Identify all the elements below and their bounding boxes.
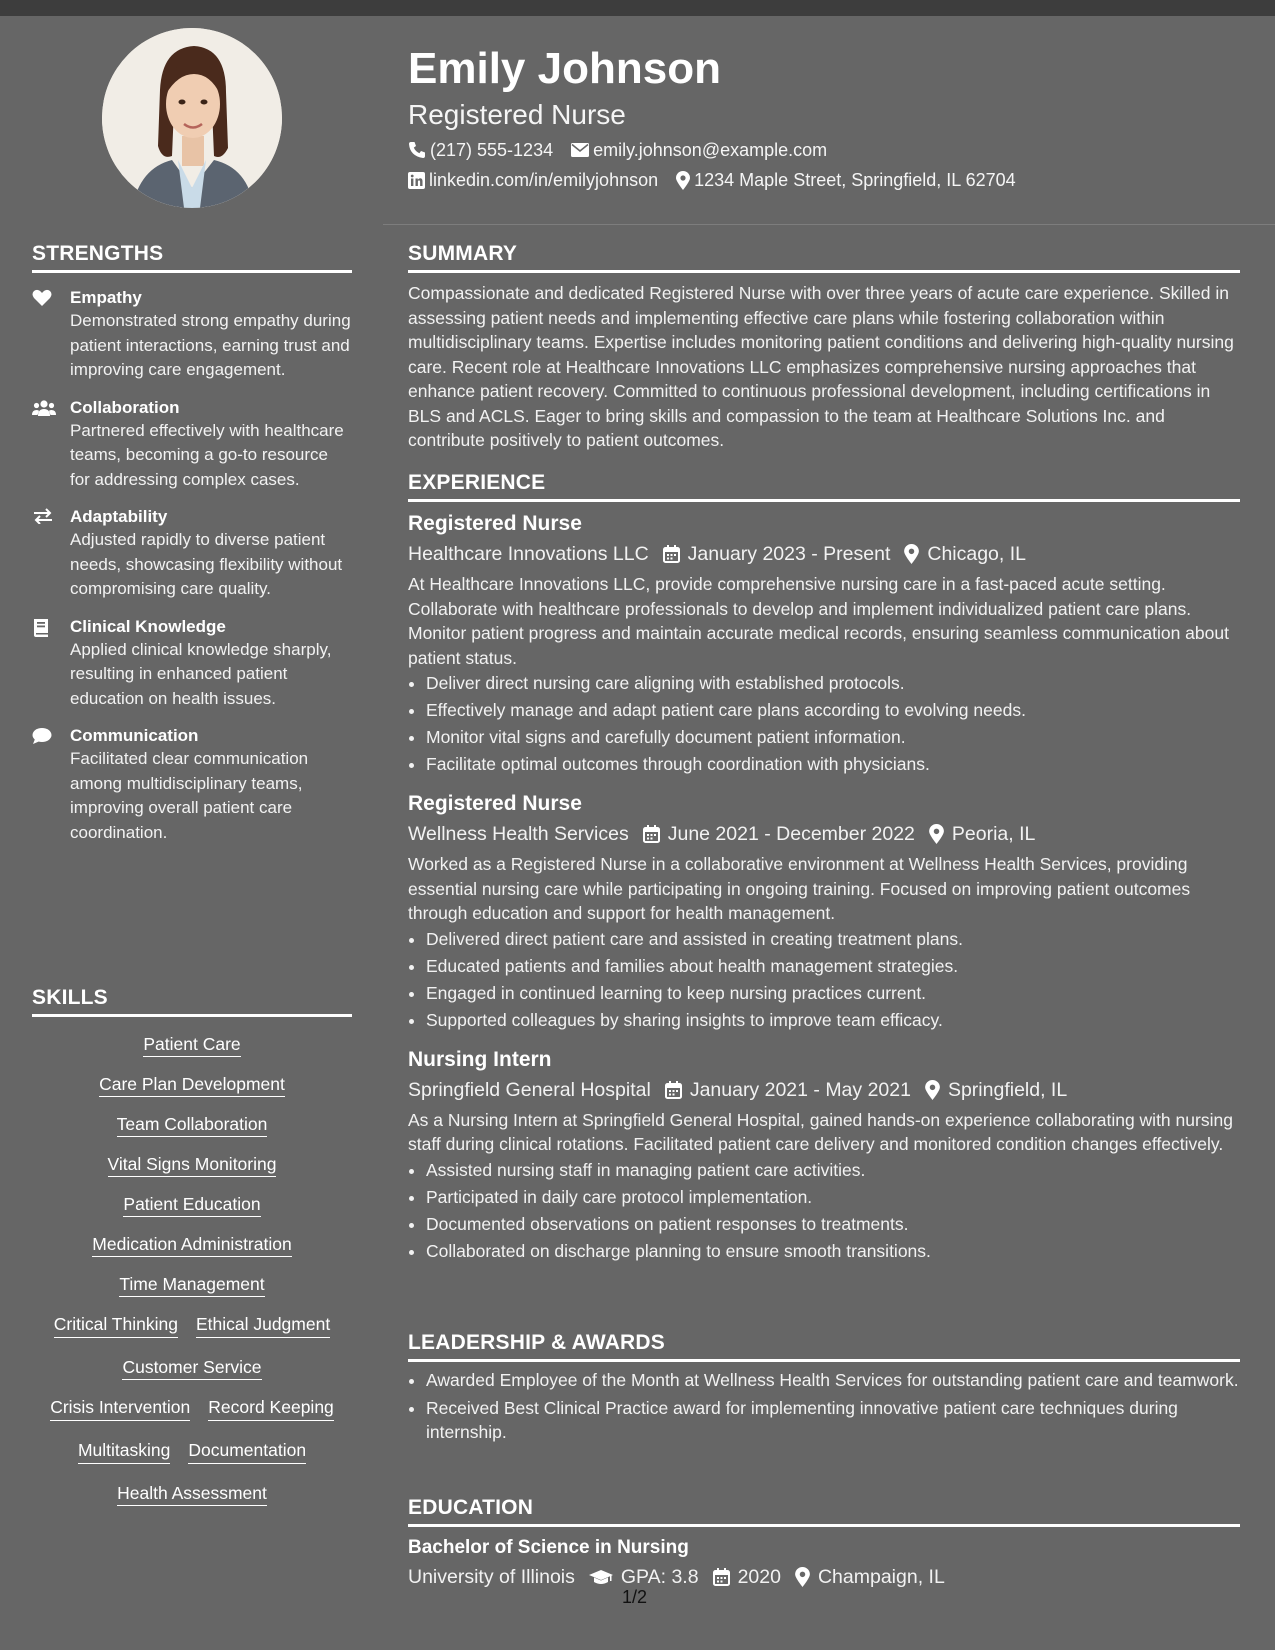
location-text: Springfield, IL — [947, 1078, 1068, 1101]
graduation-cap-icon — [589, 1569, 613, 1586]
location-text: Chicago, IL — [927, 543, 1027, 565]
summary-heading: SUMMARY — [408, 242, 1240, 273]
job-location — [929, 820, 1035, 848]
skill-row — [32, 1153, 352, 1175]
job-role: Registered Nurse — [408, 512, 582, 535]
job-location — [925, 1076, 1067, 1104]
map-pin-icon — [904, 544, 919, 564]
award-item: • Awarded Employee of the Month at Wellness Health Services for outstanding patient care and teamwork. — [426, 1368, 1240, 1393]
candidate-title: Registered Nurse — [408, 99, 626, 130]
calendar-icon — [665, 1081, 682, 1099]
summary-text: Compassionate and dedicated Registered Nurse with over three years of acute care experience. Skilled in assessing patient needs and implementing effective care plans while fostering collaboration within multidisciplinary teams. Expertise includes monitoring patient conditions and delivering high-quality nursing care. Recent role at Healthcare Innovations LLC emphasizes comprehensive nursing approaches that enhance patient recovery. Committed to continuous professional development, including certifications in BLS and ACLS. Eager to bring skills and compassion to the team at Healthcare Solutions Inc. and contribute positively to patient outcomes. — [408, 283, 1234, 450]
skill-row — [32, 1113, 352, 1135]
job-bullet: • Monitor vital signs and carefully document patient information. — [426, 724, 1240, 751]
job-entry — [408, 510, 1240, 778]
job-company — [408, 1076, 651, 1104]
skill-tag: Multitasking — [78, 1439, 170, 1464]
skill-tag: Medication Administration — [92, 1234, 291, 1257]
dates-text: January 2021 - May 2021 — [689, 1078, 911, 1101]
skill-row — [32, 1356, 352, 1378]
envelope-icon — [571, 143, 589, 157]
education-meta — [408, 1563, 1240, 1591]
job-bullet: • Effectively manage and adapt patient care plans according to evolving needs. — [426, 697, 1240, 724]
page-indicator: 1/2 — [622, 1587, 648, 1607]
calendar-icon — [643, 825, 660, 843]
award-item: • Received Best Clinical Practice award for implementing innovative patient care techniques during internship. — [426, 1396, 1240, 1445]
users-icon — [32, 397, 70, 493]
skill-row — [32, 1073, 352, 1095]
map-pin-icon — [676, 171, 690, 190]
skill-row — [32, 1193, 352, 1215]
map-pin-icon — [925, 1080, 940, 1100]
job-meta — [408, 820, 1240, 848]
linkedin-icon — [408, 172, 425, 189]
address-text: 1234 Maple Street, Springfield, IL 62704 — [694, 170, 1016, 190]
viewer-top-bar — [0, 0, 1275, 16]
job-meta — [408, 1076, 1240, 1104]
location-text: Champaign, IL — [817, 1566, 945, 1588]
skill-tag: Care Plan Development — [99, 1074, 285, 1097]
experience-heading: EXPERIENCE — [408, 471, 1240, 502]
education-heading: EDUCATION — [408, 1496, 1240, 1527]
arrows-exchange-icon — [32, 506, 70, 602]
awards-section — [408, 1331, 1240, 1448]
strength-item — [32, 725, 352, 845]
skill-row — [32, 1233, 352, 1255]
skills-section — [32, 986, 352, 1504]
job-company — [408, 820, 629, 848]
skills-list — [32, 1033, 352, 1504]
profile-photo — [102, 28, 282, 208]
company-text: Wellness Health Services — [408, 823, 629, 845]
gpa-text: GPA: 3.8 — [620, 1566, 699, 1588]
job-bullet: • Deliver direct nursing care aligning with established protocols. — [426, 670, 1240, 697]
job-description: As a Nursing Intern at Springfield General Hospital, gained hands-on experience collaborating with nursing staff during clinical rotations. Facilitated patient care delivery and monitored condition changes effectively. — [408, 1109, 1233, 1154]
speech-bubble-icon — [32, 725, 70, 845]
dates-text: January 2023 - Present — [687, 543, 891, 565]
contact-address — [676, 168, 1016, 192]
job-entry — [408, 1046, 1240, 1265]
strength-description: Adjusted rapidly to diverse patient needs, showcasing flexibility without compromising care quality. — [70, 530, 343, 598]
skill-row — [32, 1273, 352, 1295]
job-role: Registered Nurse — [408, 792, 582, 815]
strength-item — [32, 397, 352, 493]
calendar-icon — [663, 545, 680, 563]
education-section — [408, 1496, 1240, 1591]
education-school — [408, 1563, 575, 1591]
job-entry — [408, 790, 1240, 1034]
skill-tag: Patient Education — [123, 1194, 260, 1217]
strengths-section — [32, 242, 352, 845]
education-location — [795, 1563, 945, 1591]
skill-tag: Vital Signs Monitoring — [108, 1154, 277, 1177]
job-description: Worked as a Registered Nurse in a collaborative environment at Wellness Health Services, providing essential nursing care while participating in ongoing training. Focused on improving patient outcomes through education and support for health management. — [408, 854, 1191, 923]
education-degree: Bachelor of Science in Nursing — [408, 1537, 689, 1558]
job-meta — [408, 540, 1240, 568]
company-text: Healthcare Innovations LLC — [408, 543, 649, 565]
job-bullet: • Engaged in continued learning to keep nursing practices current. — [426, 980, 1240, 1007]
linkedin-text: linkedin.com/in/emilyjohnson — [429, 170, 659, 190]
skill-tag: Crisis Intervention — [50, 1396, 190, 1421]
job-dates — [665, 1076, 911, 1104]
location-text: Peoria, IL — [951, 823, 1036, 845]
school-text: University of Illinois — [408, 1566, 575, 1588]
candidate-name: Emily Johnson — [408, 44, 721, 93]
book-icon — [32, 616, 70, 712]
job-bullets — [408, 1157, 1240, 1265]
company-text: Springfield General Hospital — [408, 1078, 651, 1101]
skill-tag: Team Collaboration — [117, 1114, 268, 1137]
summary-section — [408, 242, 1240, 453]
job-bullet: • Collaborated on discharge planning to ensure smooth transitions. — [426, 1238, 1240, 1265]
strength-name: Clinical Knowledge — [70, 616, 226, 636]
skill-row — [32, 1482, 352, 1504]
contact-row — [408, 138, 1240, 162]
strength-name: Adaptability — [70, 507, 168, 526]
strength-name: Collaboration — [70, 397, 180, 417]
job-dates — [643, 820, 915, 848]
job-company — [408, 540, 649, 568]
experience-section — [408, 471, 1240, 1265]
strengths-heading: STRENGTHS — [32, 242, 352, 273]
skills-heading: SKILLS — [32, 986, 352, 1017]
heart-icon — [32, 287, 70, 383]
job-bullet: • Delivered direct patient care and assisted in creating treatment plans. — [426, 926, 1240, 953]
awards-heading: LEADERSHIP & AWARDS — [408, 1331, 1240, 1362]
strength-name: Communication — [70, 726, 199, 745]
job-bullet: • Documented observations on patient responses to treatments. — [426, 1211, 1240, 1238]
skill-row — [32, 1033, 352, 1055]
strength-name: Empathy — [70, 288, 142, 307]
job-location — [904, 540, 1026, 568]
strength-description: Facilitated clear communication among multidisciplinary teams, improving overall patient care coordination. — [70, 749, 309, 842]
skill-tag: Documentation — [188, 1439, 306, 1464]
job-bullet: • Facilitate optimal outcomes through coordination with physicians. — [426, 751, 1240, 778]
job-bullet: • Assisted nursing staff in managing patient care activities. — [426, 1157, 1240, 1184]
resume-page — [0, 16, 1275, 1650]
email-text: emily.johnson@example.com — [593, 140, 828, 160]
map-pin-icon — [795, 1567, 810, 1587]
job-role: Nursing Intern — [408, 1047, 552, 1071]
skill-tag: Ethical Judgment — [196, 1313, 330, 1338]
strength-description: Partnered effectively with healthcare teams, becoming a go-to resource for addressing complex cases. — [70, 420, 344, 489]
contact-phone[interactable] — [408, 138, 553, 162]
strength-item — [32, 616, 352, 712]
skill-tag: Record Keeping — [208, 1396, 334, 1421]
strength-item — [32, 287, 352, 383]
job-bullets — [408, 670, 1240, 778]
strength-item — [32, 506, 352, 602]
strength-description: Demonstrated strong empathy during patient interactions, earning trust and improving care engagement. — [70, 311, 351, 379]
phone-text: (217) 555-1234 — [430, 140, 554, 160]
job-dates — [663, 540, 891, 568]
resume-header — [408, 44, 1240, 192]
contact-row — [408, 168, 1240, 192]
job-bullets — [408, 926, 1240, 1034]
dates-text: June 2021 - December 2022 — [667, 823, 915, 845]
map-pin-icon — [929, 824, 944, 844]
skill-tag: Critical Thinking — [54, 1313, 178, 1338]
contact-linkedin[interactable] — [408, 168, 658, 192]
job-bullet: • Educated patients and families about health management strategies. — [426, 953, 1240, 980]
education-year — [713, 1563, 781, 1591]
strength-description: Applied clinical knowledge sharply, resulting in enhanced patient education on health issues. — [70, 639, 332, 708]
phone-icon — [408, 141, 426, 159]
skill-tag: Time Management — [119, 1274, 264, 1297]
header-divider — [383, 224, 1275, 225]
skill-tag: Patient Care — [143, 1034, 240, 1057]
skill-tag: Customer Service — [122, 1357, 261, 1380]
year-text: 2020 — [737, 1566, 781, 1588]
calendar-icon — [713, 1568, 730, 1586]
job-description: At Healthcare Innovations LLC, provide comprehensive nursing care in a fast-paced acute setting. Collaborate with healthcare professionals to develop and implement individualized patient care plans. Monitor patient progress and maintain accurate medical records, ensuring seamless communication about patient status. — [408, 574, 1229, 668]
contact-email[interactable] — [571, 138, 827, 162]
job-bullet: • Supported colleagues by sharing insights to improve team efficacy. — [426, 1007, 1240, 1034]
awards-list — [408, 1368, 1240, 1445]
job-bullet: • Participated in daily care protocol implementation. — [426, 1184, 1240, 1211]
skill-tag: Health Assessment — [117, 1483, 267, 1506]
